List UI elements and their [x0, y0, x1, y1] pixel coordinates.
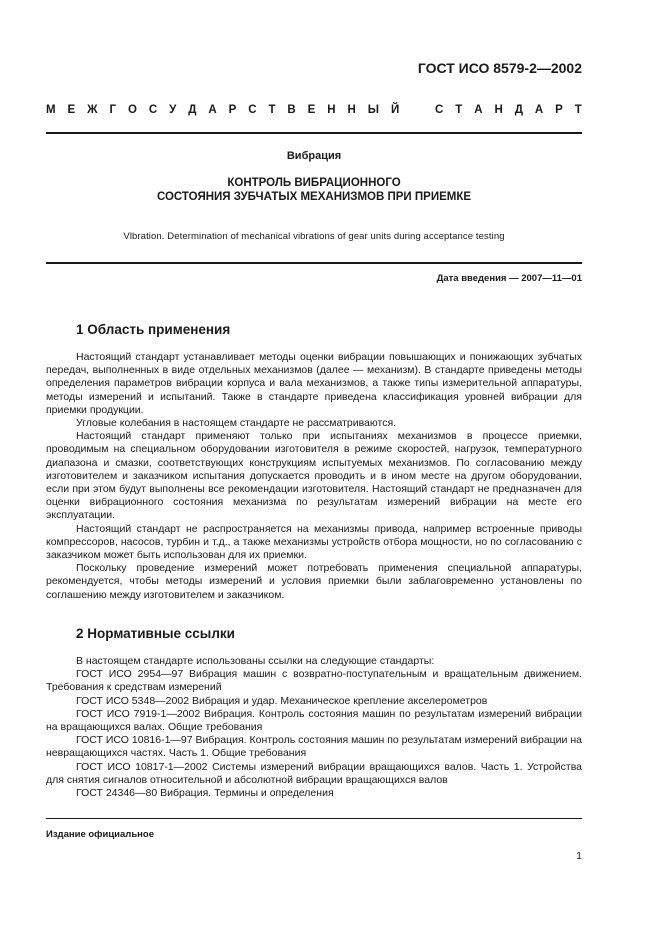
standard-category-title — [46, 104, 582, 116]
title-letter: У — [169, 104, 177, 116]
footer-rule — [46, 818, 582, 819]
section-2-heading: 2 Нормативные ссылки — [76, 626, 235, 641]
document-number: ГОСТ ИСО 8579-2—2002 — [417, 60, 582, 76]
paragraph: Угловые колебания в настоящем стандарте не рассматриваются. — [76, 417, 397, 430]
title-letter: А — [208, 104, 217, 116]
title-letter: Р — [555, 104, 563, 116]
title-rule — [46, 262, 582, 264]
title-letter: Д — [514, 104, 523, 116]
title-letter: В — [287, 104, 296, 116]
section-1-heading: 1 Область применения — [76, 322, 231, 337]
introduction-date: Дата введения — 2007—11—01 — [436, 273, 582, 284]
title-letter: Н — [494, 104, 503, 116]
section-2-body — [46, 655, 582, 800]
title-letter: Ж — [87, 104, 98, 116]
reference-item: ГОСТ 24346—80 Вибрация. Термины и определения — [76, 787, 334, 800]
reference-item: ГОСТ ИСО 2954—97 Вибрация машин с возвратно-поступательным и вращательным движением. Требования к средствам измерений — [46, 668, 582, 694]
title-letter: С — [148, 104, 158, 116]
edition-note: Издание официальное — [46, 829, 154, 840]
title-letter: Т — [268, 104, 276, 116]
title-letter: А — [474, 104, 483, 116]
page-number: 1 — [576, 850, 582, 862]
reference-item: ГОСТ ИСО 7919-1—2002 Вибрация. Контроль состояния машин по результатам измерений вибрации на вращающихся валах. Общие требования — [46, 707, 582, 734]
title-letter: Ы — [367, 104, 380, 116]
title-letter: С — [435, 104, 444, 116]
title-line-2: СОСТОЯНИЯ ЗУБЧАТЫХ МЕХАНИЗМОВ ПРИ ПРИЕМКЕ — [156, 191, 472, 203]
paragraph: Настоящий стандарт применяют только при испытаниях механизмов в процессе приемки, проводимым на специальном оборудовании изготовителя в режиме скоростей, нагрузок, температурного диапазона и смазки, соответствующих конструкциям испытуемых механизмов. По согласованию между изготовителем и заказчиком испытания допускается проводить и в ином месте на другом оборудовании, если при этом будут выполнены все рекомендации изготовителя. Настоящий стандарт не предназначен для оценки вибрационного состояния механизма по результатам измерений вибрации на месте его эксплуатации. — [46, 430, 582, 522]
title-letter: С — [248, 104, 257, 116]
english-title: Vlbration. Determination of mechanical vibrations of gear units during acceptance testing — [123, 231, 505, 242]
title-letter: Д — [188, 104, 197, 116]
reference-item: ГОСТ ИСО 10817-1—2002 Системы измерений вибрации вращающихся валов. Часть 1. Устройства для снятия сигналов относительной и абсолютной вибрации вращающихся валов — [46, 760, 582, 786]
title-letter: Г — [109, 104, 117, 116]
paragraph: Поскольку проведение измерений может потребовать применения специальной аппаратуры, рекомендуется, чтобы методы измерений и условия приемки были заблаговременно установлены по соглашению между изготовителем и заказчиком. — [46, 562, 582, 601]
title-letter: Н — [327, 104, 336, 116]
title-letter: Р — [228, 104, 237, 116]
section-1-body — [46, 351, 582, 602]
title-letter: Т — [574, 104, 582, 116]
title-letter: Й — [390, 104, 400, 116]
title-letter: Т — [455, 104, 463, 116]
title-letter: О — [127, 104, 137, 116]
title-letter: Е — [67, 104, 76, 116]
reference-item: ГОСТ ИСО 5348—2002 Вибрация и удар. Механическое крепление акселерометров — [76, 694, 488, 707]
reference-item: ГОСТ ИСО 10816-1—97 Вибрация. Контроль состояния машин по результатам измерений вибрации на невращающихся частях. Часть 1. Общие требования — [46, 734, 582, 760]
paragraph: Настоящий стандарт устанавливает методы оценки вибрации повышающих и понижающих зубчатых передач, выполненных в виде отдельных механизмов (далее — механизм). В стандарте приведены методы определения параметров вибрации корпуса и вала механизмов, а также типы измерительной аппаратуры, методы измерений и испытаний. Также в стандарте приведена классификация уровней вибрации для приемки продукции. — [46, 351, 582, 416]
title-letter: Е — [307, 104, 316, 116]
title-letter: А — [534, 104, 544, 116]
paragraph: Настоящий стандарт не распространяется на механизмы привода, например встроенные приводы компрессоров, насосов, турбин и т.д., а также механизмы устройств отбора мощности, но по согласованию с заказчиком может быть использован для их приемки. — [46, 522, 582, 562]
document-title — [46, 176, 582, 204]
title-line-1: КОНТРОЛЬ ВИБРАЦИОННОГО — [227, 177, 401, 189]
subject-heading: Вибрация — [286, 150, 342, 162]
title-letter: М — [46, 104, 56, 116]
references-intro: В настоящем стандарте использованы ссылки на следующие стандарты: — [76, 655, 435, 667]
header-rule — [46, 132, 582, 134]
title-letter: Н — [347, 104, 356, 116]
